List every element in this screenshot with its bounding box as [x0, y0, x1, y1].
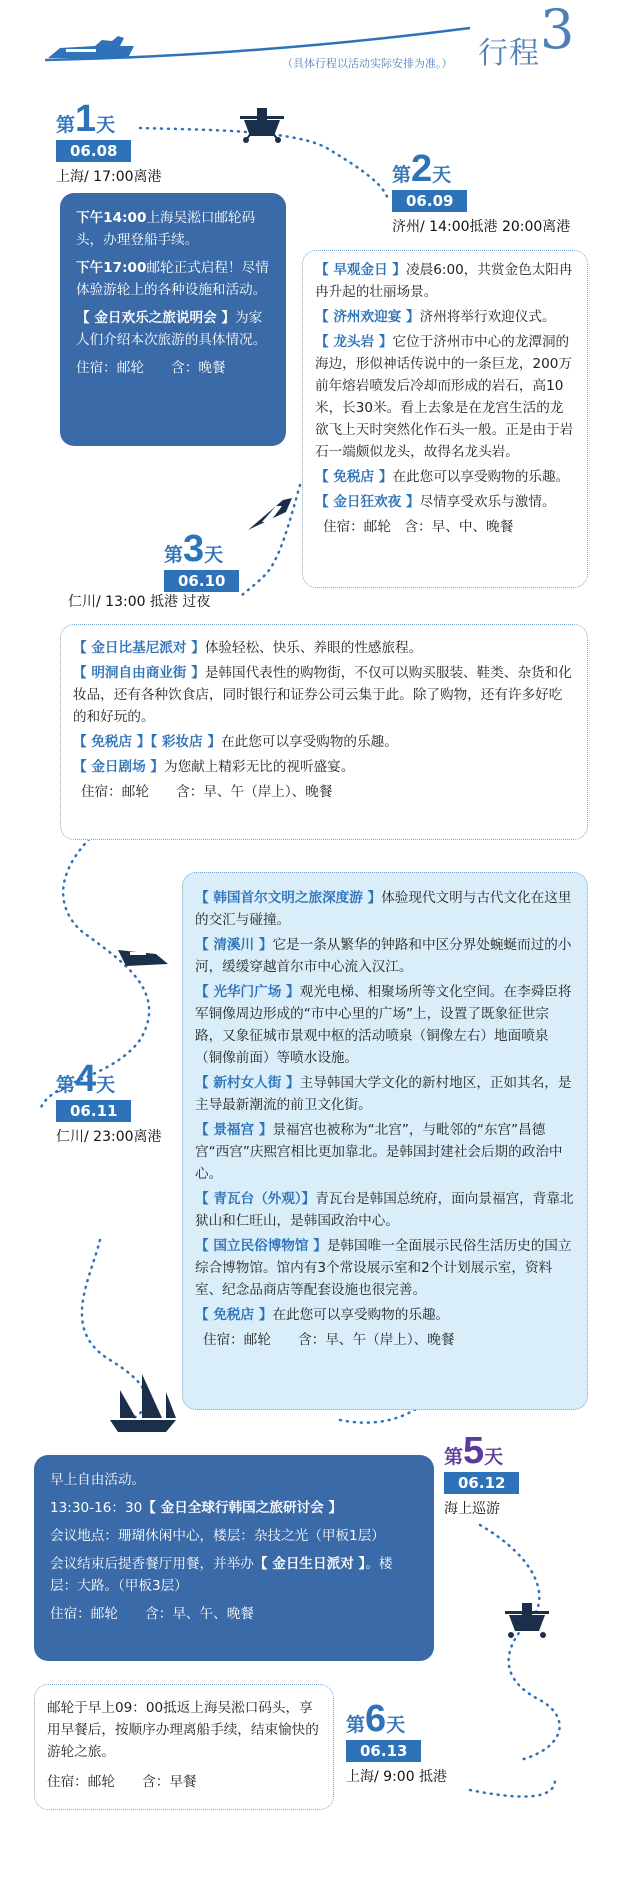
- day-6-marker: 第6天 06.13 上海/ 9:00 抵港: [346, 1698, 448, 1785]
- day-4-date: 06.11: [56, 1100, 131, 1122]
- day-6-port: 上海/ 9:00 抵港: [346, 1769, 448, 1785]
- day-2-stay: 住宿：邮轮 含：早、中、晚餐: [323, 519, 514, 536]
- anchor-emblem-icon: [240, 108, 284, 143]
- anchor-emblem-icon-2: [505, 1603, 549, 1638]
- cruise-ship-icon: [48, 36, 134, 58]
- day-4-port: 仁川/ 23:00离港: [56, 1129, 162, 1145]
- day-1-stay: 住宿：邮轮 含：晚餐: [76, 360, 226, 377]
- day-2-marker: 第2天 06.09 济州/ 14:00抵港 20:00离港: [392, 148, 571, 235]
- day-4-stay: 住宿：邮轮 含：早、午（岸上）、晚餐: [203, 1332, 455, 1349]
- day-5-port: 海上巡游: [444, 1501, 500, 1517]
- day-1-port: 上海/ 17:00离港: [56, 169, 162, 185]
- day-5-schedule: 早上自由活动。 13:30-16：30【 金日全球行韩国之旅研讨会 】 会议地点：珊瑚休闲中心，楼层：杂技之光（甲板1层） 会议结束后提香餐厅用餐，并举办【 金日生日派对 】。楼层：大路。（甲板3层） 住宿：邮轮 含：早、午、晚餐: [34, 1455, 434, 1661]
- day-6-stay: 住宿：邮轮 含：早餐: [47, 1774, 197, 1791]
- day-3-marker: 第3天 06.10: [164, 530, 239, 592]
- speedboat-icon: [248, 498, 292, 530]
- day-5-stay: 住宿：邮轮 含：早、午、晚餐: [50, 1606, 254, 1623]
- page-title-number: 3: [540, 0, 575, 61]
- day-1-marker: 第1天 06.08 上海/ 17:00离港: [56, 98, 162, 185]
- day-3-stay: 住宿：邮轮 含：早、午（岸上）、晚餐: [81, 784, 333, 801]
- day-1-schedule: 下午14:00上海吴淞口邮轮码头，办理登船手续。 下午17:00邮轮正式启程！尽情体验游轮上的各种设施和活动。 【 金日欢乐之旅说明会 】为家人们介绍本次旅游的具体情况。 住宿：邮轮 含：晚餐: [60, 193, 286, 446]
- day-6-date: 06.13: [346, 1740, 421, 1762]
- day-5-marker: 第5天 06.12 海上巡游: [444, 1432, 519, 1518]
- day-3-date: 06.10: [164, 570, 239, 592]
- day-4-marker: 第4天 06.11 仁川/ 23:00离港: [56, 1058, 162, 1145]
- day-6-schedule: 邮轮于早上09：00抵返上海吴淞口码头，享用早餐后，按顺序办理离船手续，结束愉快的游轮之旅。 住宿：邮轮 含：早餐: [34, 1684, 334, 1810]
- itinerary-note: （具体行程以活动实际安排为准。）: [282, 57, 453, 70]
- page-title: 行程: [478, 36, 540, 71]
- day-2-port: 济州/ 14:00抵港 20:00离港: [392, 219, 571, 235]
- day-4-schedule: 【 韩国首尔文明之旅深度游 】体验现代文明与古代文化在这里的交汇与碰撞。 【 清溪川 】它是一条从繁华的钟路和中区分界处蜿蜒而过的小河，缓缓穿越首尔市中心流入汉江。 【 光华门广场 】观光电梯、相聚场所等文化空间。在李舜臣将军铜像周边形成的“市中心里的广场”上，设置了既象征世宗路，又象征城市景观中枢的活动喷泉（铜像左右）地面喷泉（铜像前面）等喷水设施。 【 新村女人街 】主导韩国大学文化的新村地区，正如其名，是主导最新潮流的前卫文化街。 【 景福宫 】景福宫也被称为“北宫”，与毗邻的“东宫”昌德宫“西宫”庆熙宫相比更加靠北。是韩国封建社会后期的政治中心。 【 青瓦台（外观）】青瓦台是韩国总统府，面向景福宫，背靠北狱山和仁旺山，是韩国政治中心。 【 国立民俗博物馆 】是韩国唯一全面展示民俗生活历史的国立综合博物馆。馆内有3个常设展示室和2个计划展示室，资料室、纪念品商店等配套设施也很完善。 【 免税店 】在此您可以享受购物的乐趣。 住宿：邮轮 含：早、午（岸上）、晚餐: [182, 872, 588, 1410]
- day-2-date: 06.09: [392, 190, 467, 212]
- speedboat-icon-2: [118, 950, 168, 966]
- day-3-schedule: 【 金日比基尼派对 】体验轻松、快乐、养眼的性感旅程。 【 明洞自由商业街 】是韩国代表性的购物街，不仅可以购买服装、鞋类、杂货和化妆品，还有各种饮食店，同时银行和证券公司云集于此。除了购物，还有许多好吃的和好玩的。 【 免税店 】【 彩妆店 】在此您可以享受购物的乐趣。 【 金日剧场 】为您献上精彩无比的视听盛宴。 住宿：邮轮 含：早、午（岸上）、晚餐: [60, 624, 588, 840]
- day-1-date: 06.08: [56, 140, 131, 162]
- day-2-schedule: 【 早观金日 】凌晨6:00，共赏金色太阳冉冉升起的壮丽场景。 【 济州欢迎宴 】济州将举行欢迎仪式。 【 龙头岩 】它位于济州市中心的龙潭洞的海边，形似神话传说中的一条巨龙，200万前年熔岩喷发后冷却而形成的岩石，高10米，长30米。看上去象是在龙宫生活的龙欲飞上天时突然化作石头一般。正是由于岩石一端颇似龙头，故得名龙头岩。 【 免税店 】在此您可以享受购物的乐趣。 【 金日狂欢夜 】尽情享受欢乐与激情。 住宿：邮轮 含：早、中、晚餐: [302, 250, 588, 588]
- day-3-port: 仁川/ 13:00 抵港 过夜: [68, 594, 211, 610]
- sailing-ship-icon: [110, 1374, 176, 1432]
- day-5-date: 06.12: [444, 1472, 519, 1494]
